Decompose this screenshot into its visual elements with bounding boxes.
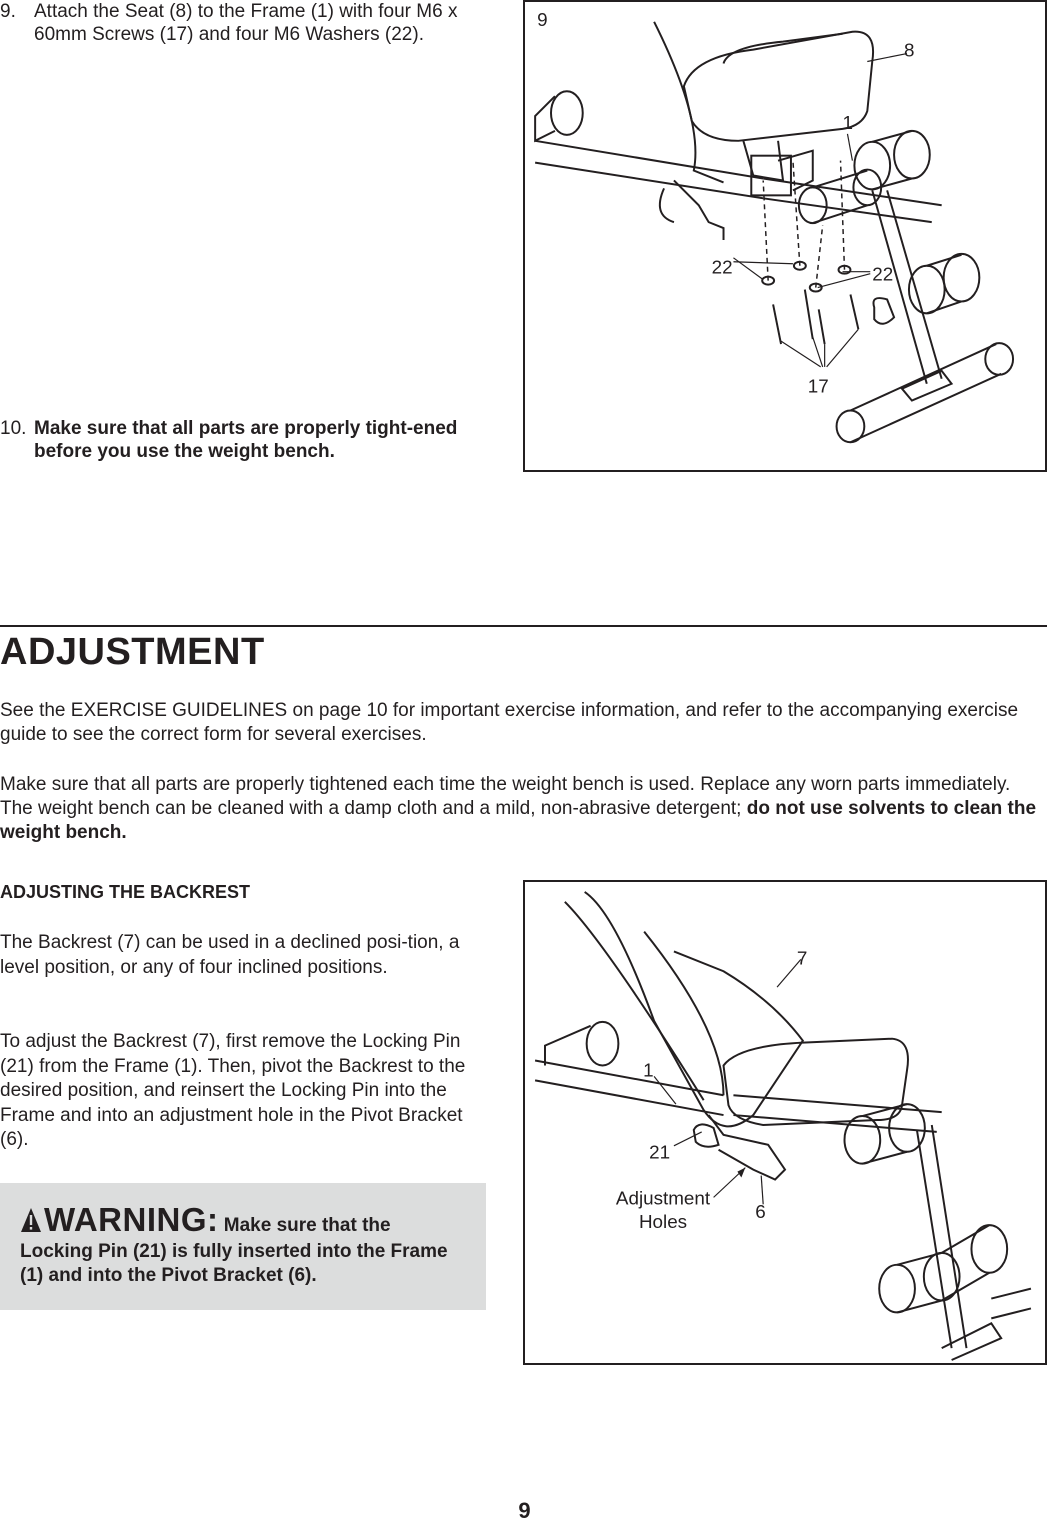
callout-washers-22-left: 22: [711, 256, 733, 278]
backrest-adjustment-illustration: [525, 882, 1045, 1363]
backrest-adjustment-figure: [523, 880, 1047, 1365]
callout-frame-1: 1: [643, 1059, 654, 1081]
exercise-guidelines-paragraph: See the EXERCISE GUIDELINES on page 10 for important exercise information, and refer to the accompanying exercise guide to see the correct form for several exercises.: [0, 700, 1019, 745]
section-divider: [0, 625, 1047, 627]
callout-backrest-7: 7: [796, 947, 808, 969]
callout-screws-17: 17: [807, 375, 829, 397]
callout-washers-22-right: 22: [872, 263, 894, 285]
seat-attachment-illustration: [525, 2, 1045, 470]
warning-triangle-icon: [20, 1207, 42, 1240]
step-9-number: 9.: [0, 1, 16, 22]
subsection-title: ADJUSTING THE BACKREST: [0, 882, 251, 902]
step-10-text: Make sure that all parts are properly tight-ened before you use the weight bench.: [34, 418, 458, 462]
backrest-adjust-paragraph: To adjust the Backrest (7), first remove the Locking Pin (21) from the Frame (1). Then, pivot the Backrest to the desired position, and reinsert the Locking Pin into the Frame and into an adjustment hole in the Pivot Bracket (6).: [0, 1031, 466, 1150]
callout-locking-pin-21: 21: [649, 1141, 671, 1163]
step-10-number: 10.: [0, 418, 27, 439]
warning-box: [0, 1183, 486, 1310]
callout-adjustment-holes-line1: Adjustment: [615, 1187, 711, 1209]
maintenance-warning-text: do not use solvents to clean the weight bench.: [0, 798, 1037, 843]
maintenance-paragraph: [0, 773, 1045, 845]
warning-text: Make sure that the Locking Pin (21) is fully inserted into the Frame (1) and into the Pivot Bracket (6).: [20, 1215, 448, 1286]
callout-pivot-bracket-6: 6: [755, 1201, 766, 1223]
assembly-figure-9: [523, 0, 1047, 472]
section-title: ADJUSTMENT: [0, 631, 265, 673]
step-9-text: Attach the Seat (8) to the Frame (1) with four M6 x 60mm Screws (17) and four M6 Washers (22).: [34, 1, 458, 45]
maintenance-text: Make sure that all parts are properly tightened each time the weight bench is used. Replace any worn parts immediately. The weight bench can be cleaned with a damp cloth and a mild, non-abrasive detergent;: [0, 774, 1011, 819]
warning-title: WARNING:: [44, 1201, 219, 1238]
backrest-positions-paragraph: The Backrest (7) can be used in a declined posi-tion, a level position, or any of four inclined positions.: [0, 932, 460, 978]
page-number: 9: [518, 1498, 531, 1523]
callout-adjustment-holes-line2: Holes: [638, 1211, 688, 1233]
figure-9-number: 9: [537, 8, 548, 30]
callout-frame-1: 1: [842, 111, 853, 133]
callout-seat-8: 8: [903, 39, 915, 61]
